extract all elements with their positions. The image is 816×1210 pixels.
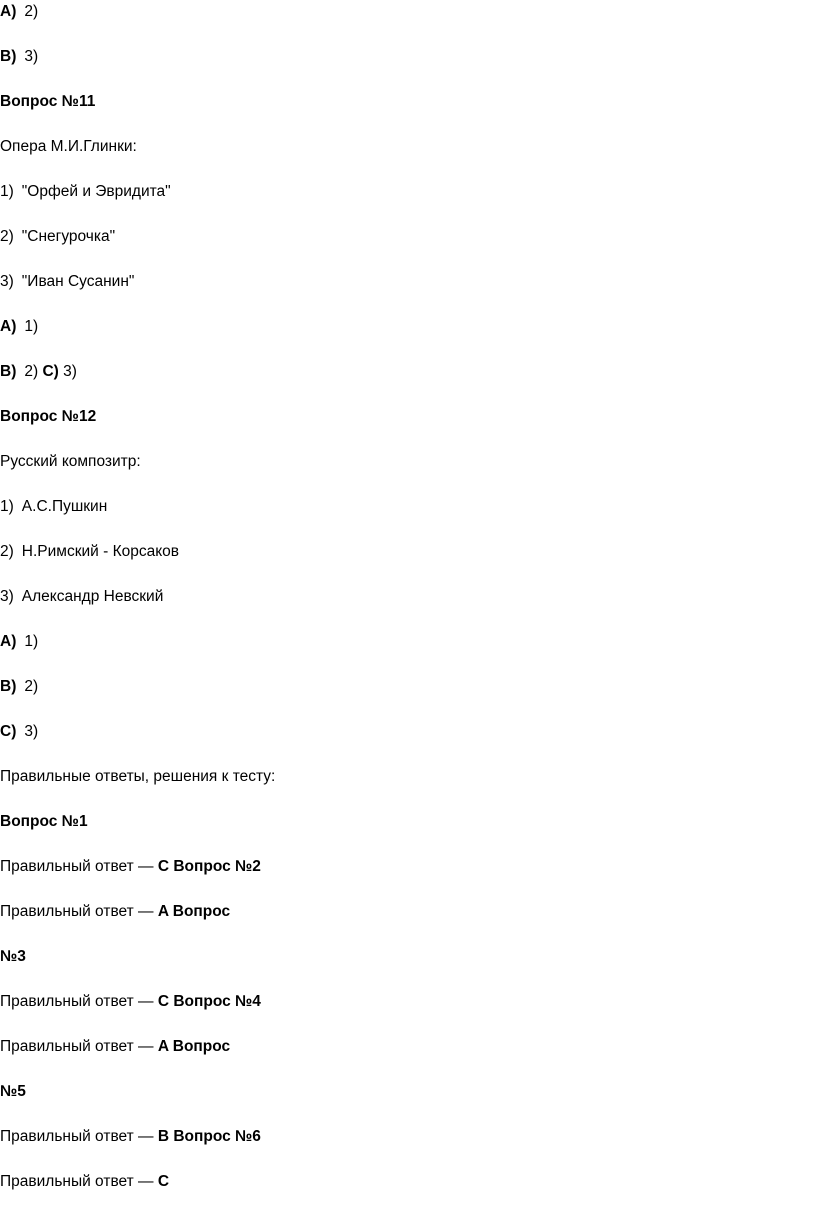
item-text: "Иван Сусанин" bbox=[21, 273, 135, 290]
option-letter: C) bbox=[42, 363, 59, 380]
item-text: "Орфей и Эвридита" bbox=[21, 183, 171, 200]
answer-line-1 bbox=[0, 857, 261, 877]
answer-value: C Вопрос №2 bbox=[157, 858, 261, 875]
option-letter: B) bbox=[0, 363, 17, 380]
item-number: 1) bbox=[0, 498, 14, 515]
q12-item-3 bbox=[0, 587, 163, 607]
answer-line-3 bbox=[0, 947, 26, 967]
answer-line-6 bbox=[0, 1082, 26, 1102]
item-text: Александр Невский bbox=[21, 588, 164, 605]
answer-prefix: Правильный ответ — bbox=[0, 858, 158, 875]
q11-title: Вопрос №11 bbox=[0, 93, 96, 110]
answer-prefix: Правильный ответ — bbox=[0, 1173, 158, 1190]
option-letter: A) bbox=[0, 3, 17, 20]
answer-line-5 bbox=[0, 1037, 230, 1057]
answer-prefix: Правильный ответ — bbox=[0, 903, 158, 920]
answer-value: C bbox=[157, 1173, 170, 1190]
option-value: 3) bbox=[63, 363, 77, 380]
item-number: 1) bbox=[0, 183, 14, 200]
q10-option-b bbox=[0, 47, 38, 67]
q11-option-b-c bbox=[0, 362, 77, 382]
answers-q1-title: Вопрос №1 bbox=[0, 813, 88, 830]
q12-option-c bbox=[0, 722, 38, 742]
answer-value: №3 bbox=[0, 948, 26, 965]
item-text: А.С.Пушкин bbox=[21, 498, 108, 515]
item-number: 2) bbox=[0, 228, 14, 245]
answer-line-4 bbox=[0, 992, 261, 1012]
option-letter: C) bbox=[0, 723, 17, 740]
item-number: 2) bbox=[0, 543, 14, 560]
option-letter: A) bbox=[0, 318, 17, 335]
answer-value: №5 bbox=[0, 1083, 26, 1100]
q11-item-1 bbox=[0, 182, 171, 202]
item-text: Н.Римский - Корсаков bbox=[21, 543, 180, 560]
answer-prefix: Правильный ответ — bbox=[0, 1128, 158, 1145]
q12-option-a bbox=[0, 632, 38, 652]
answer-line-8 bbox=[0, 1172, 169, 1192]
q10-option-a bbox=[0, 2, 38, 22]
answers-heading: Правильные ответы, решения к тесту: bbox=[0, 768, 276, 785]
option-value: 2) bbox=[24, 363, 39, 380]
option-value: 2) bbox=[24, 678, 39, 695]
q11-option-a bbox=[0, 317, 38, 337]
option-value: 1) bbox=[24, 633, 39, 650]
q12-item-2 bbox=[0, 542, 179, 562]
answer-line-2 bbox=[0, 902, 230, 922]
option-value: 2) bbox=[24, 3, 39, 20]
option-letter: B) bbox=[0, 48, 17, 65]
answer-line-7 bbox=[0, 1127, 261, 1147]
item-text: "Снегурочка" bbox=[21, 228, 116, 245]
q12-option-b bbox=[0, 677, 38, 697]
answer-value: C Вопрос №4 bbox=[157, 993, 261, 1010]
q11-question: Опера М.И.Глинки: bbox=[0, 138, 137, 155]
q11-item-2 bbox=[0, 227, 115, 247]
q11-item-3 bbox=[0, 272, 134, 292]
option-letter: B) bbox=[0, 678, 17, 695]
option-letter: A) bbox=[0, 633, 17, 650]
answer-prefix: Правильный ответ — bbox=[0, 1038, 158, 1055]
q12-item-1 bbox=[0, 497, 107, 517]
q12-title: Вопрос №12 bbox=[0, 408, 97, 425]
answer-value: B Вопрос №6 bbox=[157, 1128, 261, 1145]
option-value: 3) bbox=[24, 48, 39, 65]
option-value: 1) bbox=[24, 318, 39, 335]
item-number: 3) bbox=[0, 588, 14, 605]
option-value: 3) bbox=[24, 723, 39, 740]
answer-value: A Вопрос bbox=[157, 903, 231, 920]
answer-value: A Вопрос bbox=[157, 1038, 231, 1055]
q12-question: Русский композитр: bbox=[0, 453, 141, 470]
answer-prefix: Правильный ответ — bbox=[0, 993, 158, 1010]
item-number: 3) bbox=[0, 273, 14, 290]
